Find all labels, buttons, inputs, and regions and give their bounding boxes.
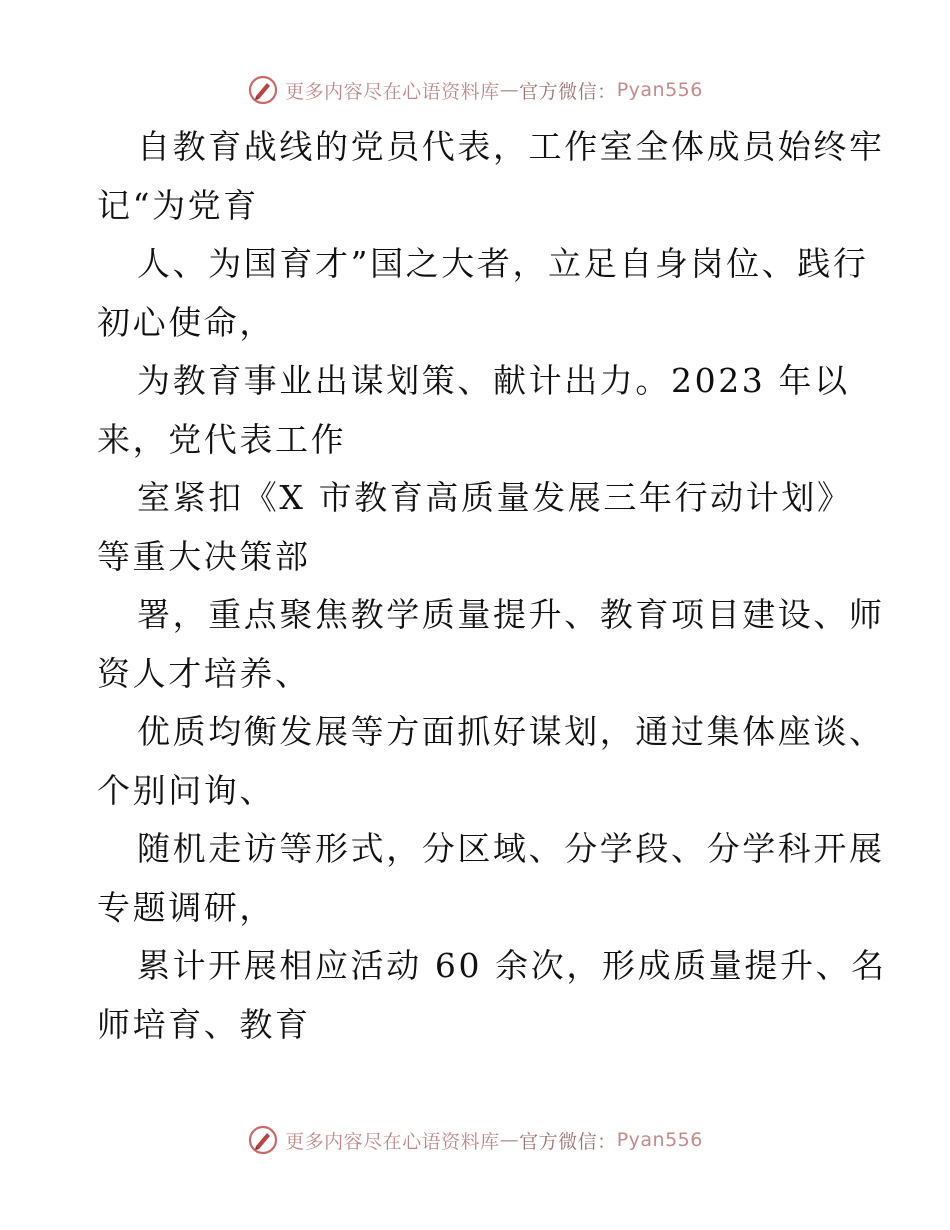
text-line: 室紧扣《X 市教育高质量发展三年行动计划》 xyxy=(137,478,853,517)
text-line: 等重大决策部 xyxy=(97,536,311,576)
text-line: 人、为国育才”国之大者，立足自身岗位、践行 xyxy=(137,244,869,283)
banner-official-text: 官方微信： xyxy=(519,80,617,103)
pen-logo-icon xyxy=(247,74,279,106)
banner-wechat-id: Pyan556 xyxy=(616,79,703,101)
header-watermark-banner xyxy=(0,70,950,110)
text-line: 署，重点聚焦教学质量提升、教育项目建设、师 xyxy=(137,595,885,634)
banner-wechat-id: Pyan556 xyxy=(616,1129,703,1151)
text-line: 初心使命， xyxy=(97,302,275,342)
text-line: 来，党代表工作 xyxy=(97,419,347,459)
text-line: 自教育战线的党员代表，工作室全体成员始终牢 xyxy=(137,127,885,166)
banner-library-text: 更多内容尽在心语资料库 xyxy=(285,80,500,103)
text-line: 资人才培养、 xyxy=(97,653,311,693)
footer-watermark-banner xyxy=(0,1120,950,1160)
text-line: 为教育事业出谋划策、献计出力。2023 年以 xyxy=(137,361,850,400)
text-line: 优质均衡发展等方面抓好谋划，通过集体座谈、 xyxy=(137,712,885,751)
banner-library-text: 更多内容尽在心语资料库 xyxy=(285,1130,500,1153)
text-line: 随机走访等形式，分区域、分学段、分学科开展 xyxy=(137,829,885,868)
text-line: 累计开展相应活动 60 余次，形成质量提升、名 xyxy=(137,946,887,985)
pen-logo-icon xyxy=(247,1124,279,1156)
text-line: 记“为党育 xyxy=(97,185,259,225)
banner-official-text: 官方微信： xyxy=(519,1130,617,1153)
banner-separator: — xyxy=(499,1129,520,1151)
document-body xyxy=(97,118,887,1054)
text-line: 个别问询、 xyxy=(97,770,275,810)
text-line: 师培育、教育 xyxy=(97,1004,311,1044)
banner-separator: — xyxy=(499,79,520,101)
text-line: 专题调研， xyxy=(97,887,275,927)
